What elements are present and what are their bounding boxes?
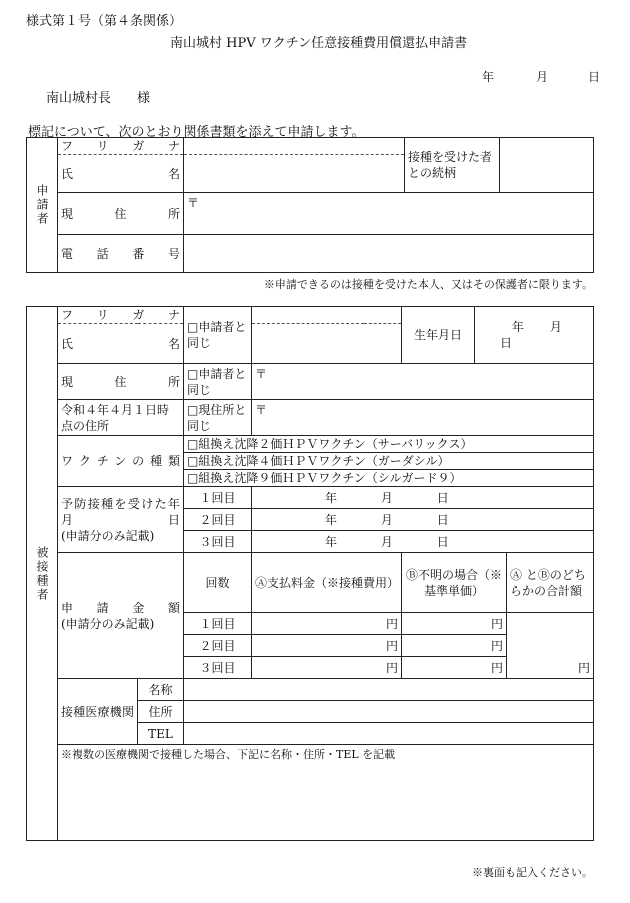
recipient-address-same-checkbox[interactable]: □申請者と同じ <box>184 364 252 400</box>
vaccine-option-2[interactable]: □組換え沈降４価ＨＰＶワクチン（ガーダシル） <box>184 453 594 470</box>
applicant-name-input[interactable] <box>184 155 405 193</box>
amount-a-2-input[interactable] <box>252 635 402 657</box>
dose-date-month: 月 <box>380 534 393 549</box>
date-day: 日 <box>588 70 601 84</box>
clinic-label: 接種医療機関 <box>58 679 138 745</box>
recipient-furigana-input[interactable] <box>252 307 402 324</box>
vaccine-type-label: ワクチンの種類 <box>58 436 184 487</box>
recipient-birth-input[interactable] <box>475 307 594 364</box>
dose-date-day: 日 <box>436 512 449 527</box>
yen-unit: 円 <box>491 660 504 675</box>
amount-b-2-input[interactable] <box>402 635 507 657</box>
recipient-address-0401-label: 令和４年４月１日時点の住所 <box>58 400 184 436</box>
recipient-name-label: 氏 名 <box>58 324 184 364</box>
amount-dose-2-label: ２回目 <box>184 635 252 657</box>
page-title: 南山城村 HPV ワクチン任意接種費用償還払申請書 <box>170 36 468 51</box>
vaccination-date-note: (申請分のみ記載) <box>61 528 155 543</box>
yen-unit: 円 <box>491 616 504 631</box>
applicant-address-input[interactable] <box>184 193 594 235</box>
recipient-same-as-applicant-checkbox[interactable]: □申請者と同じ <box>184 307 252 364</box>
intro-text: 標記について、次のとおり関係書類を添えて申請します。 <box>28 125 365 140</box>
dose-date-year: 年 <box>325 534 338 549</box>
dose-date-year: 年 <box>325 490 338 505</box>
postal-mark: 〒 <box>187 196 200 210</box>
dose-2-label: ２回目 <box>184 509 252 531</box>
recipient-address-label: 現 住 所 <box>58 364 184 400</box>
dose-1-date-input[interactable] <box>252 487 594 509</box>
form-number: 様式第１号（第４条関係） <box>26 14 183 29</box>
dose-3-date-input[interactable] <box>252 531 594 553</box>
multi-clinic-note: ※複数の医療機関で接種した場合、下記に名称・住所・TEL を記載 <box>61 748 396 761</box>
amount-label <box>58 553 184 679</box>
col-a-header: Ⓐ支払料金（※接種費用） <box>252 553 402 613</box>
recipient-name-input[interactable] <box>252 324 402 364</box>
applicant-section-label: 申請者 <box>27 138 58 273</box>
vaccine-option-3[interactable]: □組換え沈降９価ＨＰＶワクチン（シルガード９） <box>184 470 594 487</box>
clinic-name-input[interactable] <box>184 679 594 701</box>
clinic-tel-input[interactable] <box>184 723 594 745</box>
amount-title: 申 請 金 額 <box>61 600 181 615</box>
recipient-address-input[interactable] <box>252 364 594 400</box>
applicant-phone-label: 電 話 番 号 <box>58 235 184 273</box>
dose-date-day: 日 <box>436 490 449 505</box>
footer-note: ※裏面も記入ください。 <box>472 866 593 879</box>
birth-year: 年 <box>512 320 525 334</box>
recipient-section-label: 被接種者 <box>27 307 58 841</box>
amount-b-1-input[interactable] <box>402 613 507 635</box>
addressee: 南山城村長 様 <box>46 91 151 106</box>
col-b-header: Ⓑ不明の場合（※基準単価） <box>402 553 507 613</box>
applicant-table <box>26 137 594 273</box>
amount-dose-1-label: １回目 <box>184 613 252 635</box>
dose-date-year: 年 <box>325 512 338 527</box>
yen-unit: 円 <box>578 661 591 675</box>
postal-mark: 〒 <box>255 403 268 417</box>
vaccination-date-title: 予防接種を受けた年月日 <box>61 496 181 527</box>
applicant-relation-input[interactable] <box>500 138 594 193</box>
applicant-phone-input[interactable] <box>184 235 594 273</box>
dose-date-day: 日 <box>436 534 449 549</box>
applicant-furigana-label: フ リ ガ ナ <box>58 138 184 155</box>
amount-a-1-input[interactable] <box>252 613 402 635</box>
yen-unit: 円 <box>386 616 399 631</box>
vaccination-date-label <box>58 487 184 553</box>
amount-note: (申請分のみ記載) <box>61 616 155 631</box>
date-month: 月 <box>536 70 549 84</box>
clinic-address-input[interactable] <box>184 701 594 723</box>
clinic-name-label: 名称 <box>138 679 184 701</box>
col-count-header: 回数 <box>184 553 252 613</box>
dose-date-month: 月 <box>380 490 393 505</box>
amount-dose-3-label: ３回目 <box>184 657 252 679</box>
dose-date-month: 月 <box>380 512 393 527</box>
applicant-name-label: 氏 名 <box>58 155 184 193</box>
amount-total-input[interactable] <box>507 613 594 679</box>
birth-month: 月 <box>549 320 562 334</box>
amount-b-3-input[interactable] <box>402 657 507 679</box>
dose-1-label: １回目 <box>184 487 252 509</box>
yen-unit: 円 <box>386 660 399 675</box>
applicant-relation-label: 接種を受けた者との続柄 <box>405 138 500 193</box>
recipient-table <box>26 306 594 841</box>
recipient-birth-label: 生年月日 <box>402 307 475 364</box>
yen-unit: 円 <box>491 638 504 653</box>
clinic-address-label: 住所 <box>138 701 184 723</box>
vaccine-option-1[interactable]: □組換え沈降２価ＨＰＶワクチン（サーバリックス） <box>184 436 594 453</box>
amount-a-3-input[interactable] <box>252 657 402 679</box>
clinic-tel-label: TEL <box>138 723 184 745</box>
date-year: 年 <box>482 70 495 84</box>
yen-unit: 円 <box>386 638 399 653</box>
recipient-same-as-current-checkbox[interactable]: □現住所と同じ <box>184 400 252 436</box>
recipient-address-0401-input[interactable] <box>252 400 594 436</box>
applicant-note: ※申請できるのは接種を受けた本人、又はその保護者に限ります。 <box>263 278 593 291</box>
applicant-furigana-input[interactable] <box>184 138 405 155</box>
dose-3-label: ３回目 <box>184 531 252 553</box>
recipient-furigana-label: フ リ ガ ナ <box>58 307 184 324</box>
birth-day: 日 <box>500 336 513 350</box>
postal-mark: 〒 <box>255 367 268 381</box>
multi-clinic-area[interactable] <box>58 745 594 841</box>
applicant-address-label: 現 住 所 <box>58 193 184 235</box>
col-sum-header: Ⓐ とⒷのどちらかの合計額 <box>507 553 594 613</box>
dose-2-date-input[interactable] <box>252 509 594 531</box>
